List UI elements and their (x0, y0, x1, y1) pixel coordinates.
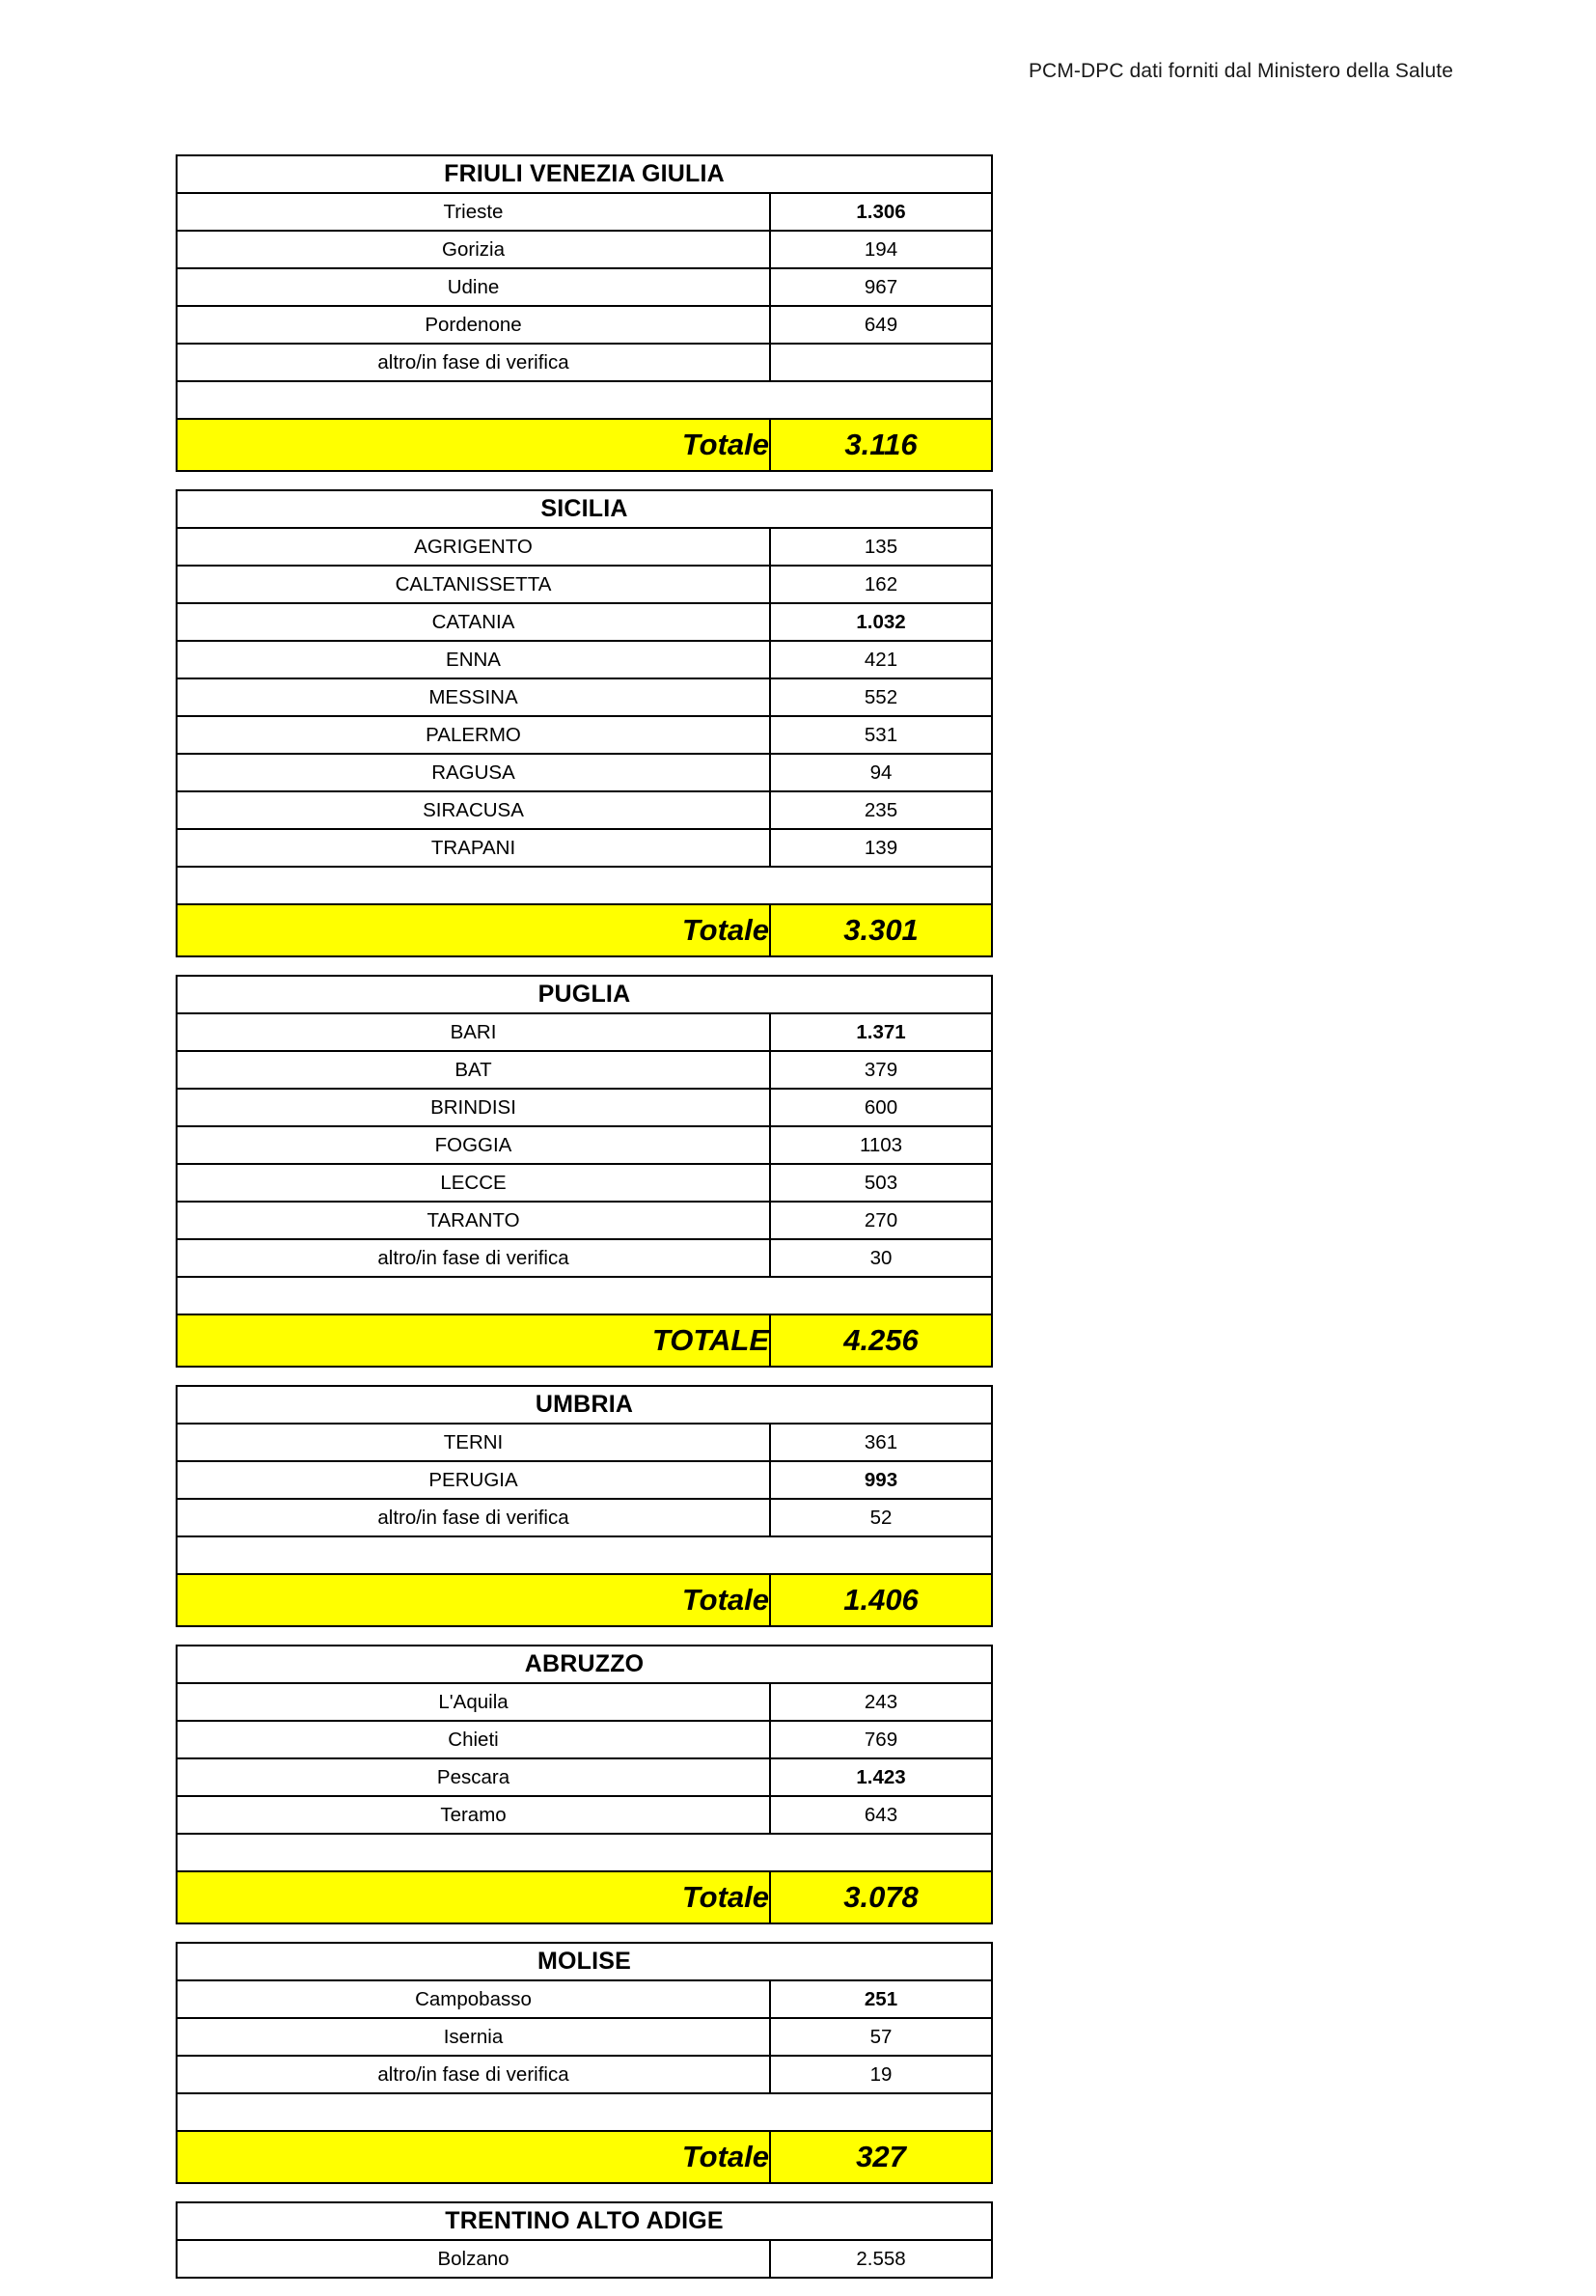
region-title-row (177, 1646, 992, 1683)
region-title-row (177, 490, 992, 528)
total-value: 327 (770, 2131, 992, 2183)
province-value: 270 (770, 1202, 992, 1239)
row-spacer (177, 867, 992, 904)
province-value: 52 (770, 1499, 992, 1536)
spacer-cell (177, 867, 992, 904)
region-total-row (177, 1314, 992, 1367)
table-row (177, 566, 992, 603)
province-value: 235 (770, 791, 992, 829)
province-value: 243 (770, 1683, 992, 1721)
province-name: Trieste (177, 193, 770, 231)
province-value: 503 (770, 1164, 992, 1202)
province-value: 162 (770, 566, 992, 603)
row-spacer (177, 1277, 992, 1314)
province-value: 552 (770, 678, 992, 716)
table-row (177, 1239, 992, 1277)
province-name: TARANTO (177, 1202, 770, 1239)
table-row (177, 1461, 992, 1499)
region-table (176, 154, 993, 472)
table-row (177, 603, 992, 641)
total-label: Totale (177, 419, 770, 471)
table-row (177, 1126, 992, 1164)
province-name: AGRIGENTO (177, 528, 770, 566)
province-name: Gorizia (177, 231, 770, 268)
total-label: Totale (177, 904, 770, 956)
province-name: Campobasso (177, 1980, 770, 2018)
table-row (177, 344, 992, 381)
province-value: 421 (770, 641, 992, 678)
province-value: 19 (770, 2056, 992, 2093)
region-table (176, 975, 993, 1368)
total-value: 1.406 (770, 1574, 992, 1626)
region-total-row (177, 1574, 992, 1626)
table-row (177, 1683, 992, 1721)
table-row (177, 1164, 992, 1202)
table-row (177, 1796, 992, 1834)
province-value: 57 (770, 2018, 992, 2056)
region-title: SICILIA (177, 490, 992, 528)
province-name: L'Aquila (177, 1683, 770, 1721)
province-value: 1.423 (770, 1758, 992, 1796)
row-spacer (177, 1536, 992, 1574)
region-title: ABRUZZO (177, 1646, 992, 1683)
table-row (177, 306, 992, 344)
province-name: Udine (177, 268, 770, 306)
spacer-cell (177, 1536, 992, 1574)
province-name: MESSINA (177, 678, 770, 716)
region-title: TRENTINO ALTO ADIGE (177, 2202, 992, 2240)
spacer-cell (177, 1277, 992, 1314)
table-row (177, 1758, 992, 1796)
province-name: altro/in fase di verifica (177, 1499, 770, 1536)
region-title: UMBRIA (177, 1386, 992, 1424)
province-name: BRINDISI (177, 1089, 770, 1126)
province-value: 769 (770, 1721, 992, 1758)
province-name: BAT (177, 1051, 770, 1089)
region-total-row (177, 419, 992, 471)
province-value: 1103 (770, 1126, 992, 1164)
province-name: LECCE (177, 1164, 770, 1202)
table-row (177, 268, 992, 306)
total-value: 4.256 (770, 1314, 992, 1367)
province-name: SIRACUSA (177, 791, 770, 829)
province-value: 531 (770, 716, 992, 754)
table-row (177, 1424, 992, 1461)
table-row (177, 1980, 992, 2018)
province-value: 30 (770, 1239, 992, 1277)
table-row (177, 528, 992, 566)
region-table (176, 489, 993, 957)
province-value: 194 (770, 231, 992, 268)
province-name: CATANIA (177, 603, 770, 641)
region-total-row (177, 2131, 992, 2183)
region-title: MOLISE (177, 1943, 992, 1980)
total-value: 3.116 (770, 419, 992, 471)
region-title-row (177, 1386, 992, 1424)
spacer-cell (177, 2093, 992, 2131)
region-table (176, 1385, 993, 1627)
province-value: 361 (770, 1424, 992, 1461)
row-spacer (177, 381, 992, 419)
province-value: 135 (770, 528, 992, 566)
table-row (177, 791, 992, 829)
province-value: 643 (770, 1796, 992, 1834)
table-row (177, 678, 992, 716)
region-title-row (177, 2202, 992, 2240)
province-value: 993 (770, 1461, 992, 1499)
table-row (177, 1051, 992, 1089)
region-table (176, 1645, 993, 1924)
province-name: FOGGIA (177, 1126, 770, 1164)
province-name: TRAPANI (177, 829, 770, 867)
province-value: 139 (770, 829, 992, 867)
province-value: 1.371 (770, 1013, 992, 1051)
table-row (177, 231, 992, 268)
province-name: Pescara (177, 1758, 770, 1796)
table-row (177, 754, 992, 791)
province-value: 1.032 (770, 603, 992, 641)
province-value: 2.558 (770, 2240, 992, 2278)
total-label: Totale (177, 1871, 770, 1923)
region-table (176, 1942, 993, 2184)
province-name: altro/in fase di verifica (177, 2056, 770, 2093)
table-row (177, 2056, 992, 2093)
province-value: 1.306 (770, 193, 992, 231)
province-value: 94 (770, 754, 992, 791)
total-value: 3.078 (770, 1871, 992, 1923)
region-total-row (177, 1871, 992, 1923)
total-value: 3.301 (770, 904, 992, 956)
table-row (177, 1721, 992, 1758)
region-title-row (177, 976, 992, 1013)
province-name: altro/in fase di verifica (177, 344, 770, 381)
table-row (177, 829, 992, 867)
province-name: Pordenone (177, 306, 770, 344)
province-value: 379 (770, 1051, 992, 1089)
spacer-cell (177, 381, 992, 419)
table-row (177, 2018, 992, 2056)
province-name: TERNI (177, 1424, 770, 1461)
table-row (177, 193, 992, 231)
province-value: 251 (770, 1980, 992, 2018)
region-title-row (177, 1943, 992, 1980)
province-name: PERUGIA (177, 1461, 770, 1499)
table-row (177, 1202, 992, 1239)
table-row (177, 2240, 992, 2278)
total-label: TOTALE (177, 1314, 770, 1367)
table-row (177, 1499, 992, 1536)
province-name: PALERMO (177, 716, 770, 754)
province-value: 649 (770, 306, 992, 344)
province-name: CALTANISSETTA (177, 566, 770, 603)
table-row (177, 1089, 992, 1126)
province-name: RAGUSA (177, 754, 770, 791)
total-label: Totale (177, 2131, 770, 2183)
region-table (176, 2201, 993, 2279)
document-header: PCM-DPC dati forniti dal Ministero della Salute (1028, 60, 1453, 82)
region-total-row (177, 904, 992, 956)
table-row (177, 1013, 992, 1051)
province-name: Teramo (177, 1796, 770, 1834)
spacer-cell (177, 1834, 992, 1871)
province-name: Chieti (177, 1721, 770, 1758)
row-spacer (177, 2093, 992, 2131)
province-value: 967 (770, 268, 992, 306)
province-value: 600 (770, 1089, 992, 1126)
region-title: PUGLIA (177, 976, 992, 1013)
row-spacer (177, 1834, 992, 1871)
region-title-row (177, 155, 992, 193)
province-name: ENNA (177, 641, 770, 678)
province-name: altro/in fase di verifica (177, 1239, 770, 1277)
province-name: Isernia (177, 2018, 770, 2056)
total-label: Totale (177, 1574, 770, 1626)
table-row (177, 641, 992, 678)
province-value (770, 344, 992, 381)
province-name: BARI (177, 1013, 770, 1051)
table-row (177, 716, 992, 754)
region-title: FRIULI VENEZIA GIULIA (177, 155, 992, 193)
regions-tables-container (176, 154, 991, 2296)
province-name: Bolzano (177, 2240, 770, 2278)
